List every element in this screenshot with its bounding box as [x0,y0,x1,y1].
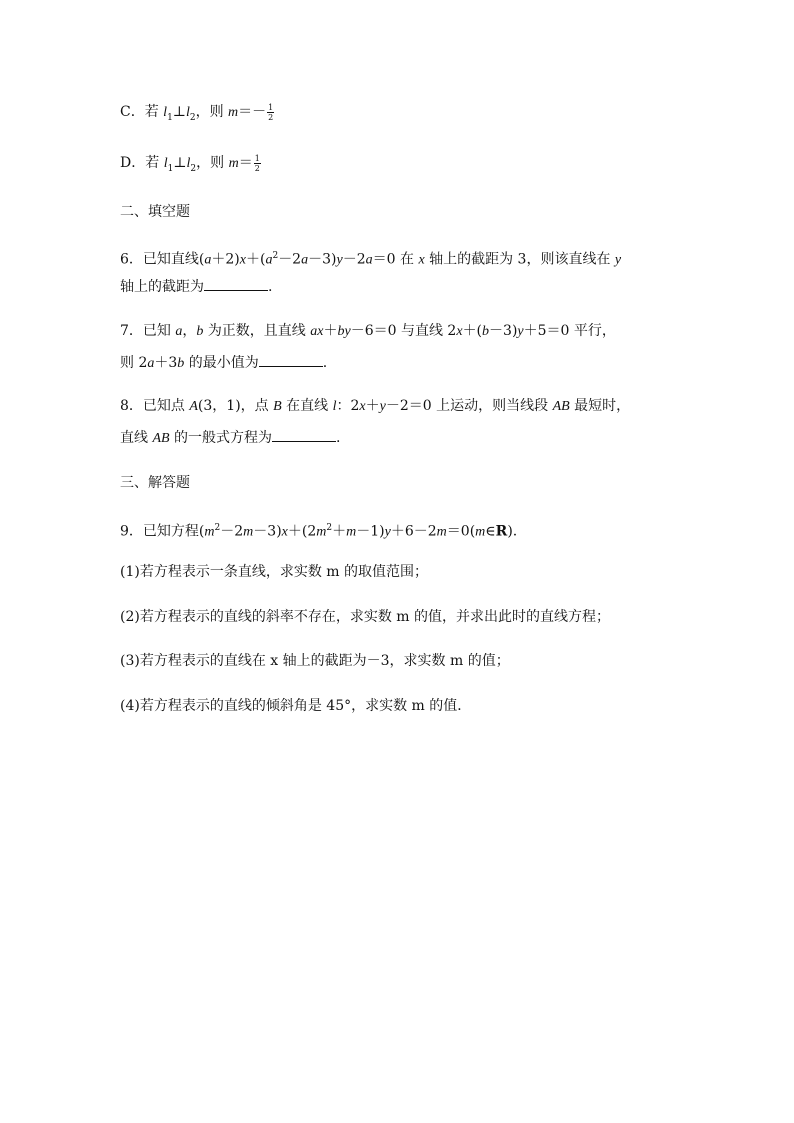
section-fill-in-heading: 二、填空题 [120,204,190,220]
option-c: C．若 $l_1\perp l_2$，则 m＝－ $\frac{1}{2}$ [120,102,274,123]
option-d: D．若 $l_1\perp l_2$，则 m＝ $\frac{1}{2}$ [120,153,260,174]
question-6-line-2: 轴上的截距为 . [120,276,272,297]
question-7-line-2: 则 2a＋3b 的最小值为 . [120,352,327,374]
fraction-one-half: $\frac{1}{2}$ [268,102,274,122]
option-c-suffix: ，则 [195,104,229,120]
question-9-part-4: (4)若方程表示的直线的倾斜角是 45°，求实数 m 的值． [120,698,472,714]
section-answer-heading: 三、解答题 [120,475,190,491]
option-d-prefix: D．若 [120,155,164,171]
question-9-part-2: (2)若方程表示的直线的斜率不存在，求实数 m 的值，并求出此时的直线方程； [120,609,611,625]
option-c-prefix: C．若 [120,104,164,120]
answer-blank[interactable] [204,276,268,291]
option-d-suffix: ，则 [196,155,229,171]
fraction-one-half: $\frac{1}{2}$ [254,153,260,173]
question-8-line-2: 直线 AB 的一般式方程为 . [120,427,340,449]
question-9-part-1: (1)若方程表示一条直线，求实数 m 的取值范围； [120,564,429,580]
question-8-line-1: 8．已知点 A(3，1)，点 B 在直线 l：2x＋y－2＝0 上运动，则当线段 AB 最短时， [120,398,631,414]
question-7-line-1: 7．已知 a，b 为正数，且直线 ax＋by－6＝0 与直线 2x＋(b－3)y＋5＝0 平行， [120,323,616,339]
answer-blank[interactable] [272,427,336,442]
question-9-stem: 9．已知方程$(m^2-2m-3)x+(2m^2+m-1)y+6-2m=0(m\in R)$. [120,523,518,540]
answer-blank[interactable] [259,352,323,367]
question-6-line-1: 6．已知直线$(a+2)x+(a^2-2a-3)y-2a=0$ 在 x 轴上的截距为 3，则该直线在 y [120,251,622,268]
question-9-part-3: (3)若方程表示的直线在 x 轴上的截距为－3，求实数 m 的值； [120,653,510,669]
